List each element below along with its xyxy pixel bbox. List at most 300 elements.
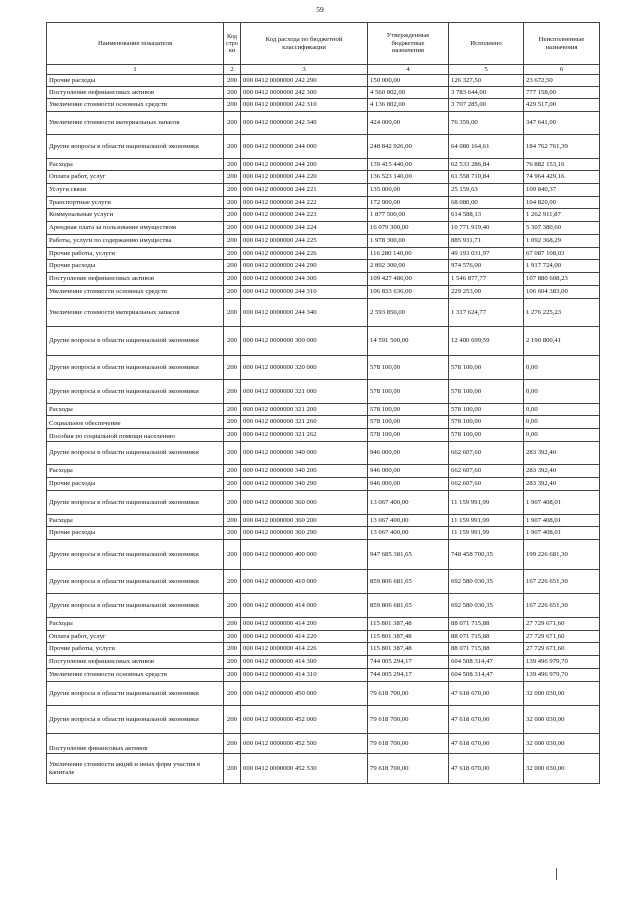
row-expense-code: 000 0412 0000000 414 300: [241, 656, 368, 669]
row-expense-code: 000 0412 0000000 244 220: [241, 171, 368, 184]
table-row: [47, 669, 600, 682]
table-row: [47, 159, 600, 171]
row-line-code: 200: [224, 87, 241, 99]
row-unexecuted: 67 087 108,03: [524, 248, 600, 260]
row-line-code: 200: [224, 465, 241, 478]
row-executed: 578 100,00: [449, 429, 524, 442]
row-name: Арендная плата за пользование имуществом: [47, 222, 224, 235]
row-name: Работы, услуги по содержанию имущества: [47, 235, 224, 248]
row-line-code: 200: [224, 656, 241, 669]
row-name: Другие вопросы в области национальной экономики: [47, 327, 224, 356]
row-expense-code: 000 0412 0000000 244 223: [241, 209, 368, 222]
table-row: [47, 465, 600, 478]
row-expense-code: 000 0412 0000000 450 000: [241, 682, 368, 706]
row-expense-code: 000 0412 0000000 321 200: [241, 404, 368, 416]
row-expense-code: 000 0412 0000000 360 290: [241, 527, 368, 540]
row-line-code: 200: [224, 618, 241, 631]
row-expense-code: 000 0412 0000000 340 000: [241, 442, 368, 465]
row-approved: 578 100,00: [368, 416, 449, 429]
row-unexecuted: 139 496 979,70: [524, 669, 600, 682]
row-executed: 692 580 030,35: [449, 570, 524, 594]
table-row: [47, 643, 600, 656]
row-unexecuted: 74 964 429,16: [524, 171, 600, 184]
table-row: [47, 235, 600, 248]
row-approved: 115 801 387,48: [368, 643, 449, 656]
row-line-code: 200: [224, 380, 241, 404]
row-approved: 4 560 802,00: [368, 87, 449, 99]
table-row: [47, 260, 600, 273]
row-unexecuted: 107 880 608,23: [524, 273, 600, 286]
row-expense-code: 000 0412 0000000 244 290: [241, 260, 368, 273]
row-name: Расходы: [47, 404, 224, 416]
row-name: Другие вопросы в области национальной экономики: [47, 570, 224, 594]
row-name: Транспортные услуги: [47, 197, 224, 209]
row-approved: 13 067 400,00: [368, 527, 449, 540]
row-approved: 79 618 700,00: [368, 682, 449, 706]
row-unexecuted: 167 226 651,30: [524, 594, 600, 618]
column-number: 6: [524, 65, 600, 75]
margin-mark: [556, 868, 557, 880]
row-approved: 106 833 636,00: [368, 286, 449, 299]
row-name: Расходы: [47, 618, 224, 631]
row-line-code: 200: [224, 235, 241, 248]
row-approved: 248 842 926,00: [368, 135, 449, 159]
row-unexecuted: 5 307 380,60: [524, 222, 600, 235]
row-executed: 62 533 286,84: [449, 159, 524, 171]
row-approved: 79 618 700,00: [368, 754, 449, 784]
table-row: [47, 75, 600, 87]
table-header-row: [47, 23, 600, 65]
row-name: Увеличение стоимости материальных запасов: [47, 299, 224, 327]
table-row: [47, 734, 600, 754]
row-executed: 974 576,00: [449, 260, 524, 273]
page-number: 59: [316, 5, 324, 14]
row-unexecuted: 283 392,40: [524, 465, 600, 478]
row-executed: 578 100,00: [449, 404, 524, 416]
table-row: [47, 478, 600, 491]
row-unexecuted: 1 092 368,29: [524, 235, 600, 248]
row-line-code: 200: [224, 112, 241, 135]
row-expense-code: 000 0412 0000000 244 221: [241, 184, 368, 197]
row-approved: 172 900,00: [368, 197, 449, 209]
row-approved: 578 100,00: [368, 356, 449, 380]
row-executed: 68 080,00: [449, 197, 524, 209]
row-name: Другие вопросы в области национальной экономики: [47, 491, 224, 515]
row-executed: 47 618 670,00: [449, 754, 524, 784]
row-name: Расходы: [47, 465, 224, 478]
row-line-code: 200: [224, 478, 241, 491]
row-name: Увеличение стоимости основных средств: [47, 669, 224, 682]
row-expense-code: 000 0412 0000000 414 310: [241, 669, 368, 682]
row-approved: 116 280 140,00: [368, 248, 449, 260]
table-row: [47, 222, 600, 235]
column-number: 5: [449, 65, 524, 75]
row-unexecuted: 32 000 030,00: [524, 754, 600, 784]
row-executed: 229 253,00: [449, 286, 524, 299]
row-line-code: 200: [224, 260, 241, 273]
row-expense-code: 000 0412 0000000 244 200: [241, 159, 368, 171]
row-approved: 859 806 681,65: [368, 570, 449, 594]
row-executed: 126 327,50: [449, 75, 524, 87]
row-expense-code: 000 0412 0000000 320 000: [241, 356, 368, 380]
table-row: [47, 706, 600, 734]
row-unexecuted: 32 000 030,00: [524, 682, 600, 706]
row-line-code: 200: [224, 706, 241, 734]
row-name: Увеличение стоимости основных средств: [47, 286, 224, 299]
row-expense-code: 000 0412 0000000 300 000: [241, 327, 368, 356]
row-line-code: 200: [224, 273, 241, 286]
row-expense-code: 000 0412 0000000 242 310: [241, 99, 368, 112]
row-unexecuted: 0,00: [524, 429, 600, 442]
row-name: Оплата работ, услуг: [47, 171, 224, 184]
row-unexecuted: 777 158,00: [524, 87, 600, 99]
row-line-code: 200: [224, 286, 241, 299]
row-name: Социальное обеспечение: [47, 416, 224, 429]
row-approved: 14 591 500,00: [368, 327, 449, 356]
row-expense-code: 000 0412 0000000 410 000: [241, 570, 368, 594]
table-row: [47, 570, 600, 594]
row-line-code: 200: [224, 594, 241, 618]
row-approved: 744 005 294,17: [368, 669, 449, 682]
row-unexecuted: 106 604 383,00: [524, 286, 600, 299]
row-unexecuted: 76 882 153,16: [524, 159, 600, 171]
table-row: [47, 171, 600, 184]
row-name: Поступление нефинансовых активов: [47, 656, 224, 669]
row-expense-code: 000 0412 0000000 340 200: [241, 465, 368, 478]
table-row: [47, 299, 600, 327]
row-executed: 25 159,63: [449, 184, 524, 197]
row-executed: 10 771 919,40: [449, 222, 524, 235]
row-expense-code: 000 0412 0000000 244 310: [241, 286, 368, 299]
row-unexecuted: 2 190 800,41: [524, 327, 600, 356]
row-name: Другие вопросы в области национальной экономики: [47, 380, 224, 404]
header-executed: Исполнено: [449, 23, 524, 65]
table-row: [47, 87, 600, 99]
row-approved: 1 877 500,00: [368, 209, 449, 222]
row-line-code: 200: [224, 327, 241, 356]
row-unexecuted: 1 907 408,01: [524, 491, 600, 515]
row-line-code: 200: [224, 442, 241, 465]
table-row: [47, 527, 600, 540]
row-approved: 79 618 700,00: [368, 734, 449, 754]
row-executed: 1 546 877,77: [449, 273, 524, 286]
row-name: Оплата работ, услуг: [47, 631, 224, 643]
row-unexecuted: 27 729 671,60: [524, 643, 600, 656]
header-expense-code: Код расхода по бюджетной классификации: [241, 23, 368, 65]
row-line-code: 200: [224, 171, 241, 184]
row-executed: 88 071 715,88: [449, 631, 524, 643]
row-name: Другие вопросы в области национальной экономики: [47, 540, 224, 570]
row-unexecuted: 167 226 651,30: [524, 570, 600, 594]
row-approved: 135 000,00: [368, 184, 449, 197]
row-expense-code: 000 0412 0000000 452 500: [241, 734, 368, 754]
row-expense-code: 000 0412 0000000 321 000: [241, 380, 368, 404]
row-expense-code: 000 0412 0000000 242 300: [241, 87, 368, 99]
row-unexecuted: 27 729 671,60: [524, 631, 600, 643]
row-approved: 115 801 387,48: [368, 631, 449, 643]
row-line-code: 200: [224, 491, 241, 515]
row-executed: 692 580 030,35: [449, 594, 524, 618]
row-name: Расходы: [47, 159, 224, 171]
row-unexecuted: 1 262 911,87: [524, 209, 600, 222]
table-row: [47, 286, 600, 299]
row-unexecuted: 1 907 408,01: [524, 527, 600, 540]
table-row: [47, 656, 600, 669]
row-approved: 859 806 681,65: [368, 594, 449, 618]
row-name: Другие вопросы в области национальной экономики: [47, 442, 224, 465]
row-name: Пособия по социальной помощи населению: [47, 429, 224, 442]
row-unexecuted: 184 762 761,39: [524, 135, 600, 159]
row-expense-code: 000 0412 0000000 321 262: [241, 429, 368, 442]
table-row: [47, 248, 600, 260]
row-executed: 662 607,60: [449, 478, 524, 491]
row-executed: 11 159 991,99: [449, 527, 524, 540]
row-executed: 12 400 699,59: [449, 327, 524, 356]
row-unexecuted: 32 000 030,00: [524, 706, 600, 734]
row-name: Другие вопросы в области национальной экономики: [47, 706, 224, 734]
row-name: Другие вопросы в области национальной экономики: [47, 682, 224, 706]
row-executed: 88 071 715,88: [449, 618, 524, 631]
table-row: [47, 327, 600, 356]
row-approved: 946 000,00: [368, 442, 449, 465]
row-line-code: 200: [224, 356, 241, 380]
row-executed: 604 508 314,47: [449, 669, 524, 682]
row-line-code: 200: [224, 197, 241, 209]
row-approved: 13 067 400,00: [368, 515, 449, 527]
row-line-code: 200: [224, 429, 241, 442]
table-row: [47, 135, 600, 159]
row-expense-code: 000 0412 0000000 244 000: [241, 135, 368, 159]
row-expense-code: 000 0412 0000000 414 200: [241, 618, 368, 631]
row-unexecuted: 1 907 408,01: [524, 515, 600, 527]
row-executed: 578 100,00: [449, 356, 524, 380]
row-approved: 109 427 486,00: [368, 273, 449, 286]
table-row: [47, 197, 600, 209]
header-approved: Утвержденные бюджетные назначения: [368, 23, 449, 65]
table-row: [47, 594, 600, 618]
row-name: Увеличение стоимости основных средств: [47, 99, 224, 112]
row-name: Прочие работы, услуги: [47, 248, 224, 260]
row-name: Коммунальные услуги: [47, 209, 224, 222]
row-approved: 946 000,00: [368, 465, 449, 478]
column-number: 3: [241, 65, 368, 75]
row-executed: 61 558 710,84: [449, 171, 524, 184]
row-name: Другие вопросы в области национальной экономики: [47, 356, 224, 380]
table-row: [47, 442, 600, 465]
table-row: [47, 631, 600, 643]
row-approved: 13 067 400,00: [368, 491, 449, 515]
row-approved: 2 892 300,00: [368, 260, 449, 273]
row-line-code: 200: [224, 404, 241, 416]
row-expense-code: 000 0412 0000000 360 000: [241, 491, 368, 515]
row-unexecuted: 0,00: [524, 416, 600, 429]
row-line-code: 200: [224, 643, 241, 656]
row-line-code: 200: [224, 754, 241, 784]
table-row: [47, 112, 600, 135]
row-unexecuted: 0,00: [524, 404, 600, 416]
table-row: [47, 356, 600, 380]
table-row: [47, 515, 600, 527]
column-number-row: [47, 65, 600, 75]
row-name: Поступление нефинансовых активов: [47, 87, 224, 99]
row-unexecuted: 109 840,37: [524, 184, 600, 197]
row-executed: 88 071 715,88: [449, 643, 524, 656]
row-line-code: 200: [224, 631, 241, 643]
table-row: [47, 618, 600, 631]
row-line-code: 200: [224, 669, 241, 682]
row-name: Другие вопросы в области национальной экономики: [47, 135, 224, 159]
row-name: Прочие расходы: [47, 75, 224, 87]
row-expense-code: 000 0412 0000000 244 226: [241, 248, 368, 260]
row-expense-code: 000 0412 0000000 414 000: [241, 594, 368, 618]
column-number: 2: [224, 65, 241, 75]
row-unexecuted: 199 226 681,30: [524, 540, 600, 570]
row-executed: 3 783 644,00: [449, 87, 524, 99]
row-expense-code: 000 0412 0000000 321 260: [241, 416, 368, 429]
row-executed: 578 100,00: [449, 416, 524, 429]
row-name: Увеличение стоимости материальных запасов: [47, 112, 224, 135]
row-approved: 578 100,00: [368, 429, 449, 442]
row-name: Увеличение стоимости акций и иных форм участия в капитале: [47, 754, 224, 784]
row-expense-code: 000 0412 0000000 244 300: [241, 273, 368, 286]
row-name: Прочие расходы: [47, 478, 224, 491]
row-executed: 64 080 164,61: [449, 135, 524, 159]
column-number: 1: [47, 65, 224, 75]
row-approved: 2 593 850,00: [368, 299, 449, 327]
row-name: Расходы: [47, 515, 224, 527]
table-row: [47, 754, 600, 784]
row-unexecuted: 283 392,40: [524, 442, 600, 465]
column-number: 4: [368, 65, 449, 75]
table-row: [47, 209, 600, 222]
row-name: Прочие расходы: [47, 527, 224, 540]
row-expense-code: 000 0412 0000000 414 220: [241, 631, 368, 643]
row-executed: 885 931,71: [449, 235, 524, 248]
row-approved: 946 000,00: [368, 478, 449, 491]
row-executed: 748 458 700,35: [449, 540, 524, 570]
row-approved: 424 000,00: [368, 112, 449, 135]
row-name: Поступление финансовых активов: [47, 734, 224, 754]
row-name: Поступление нефинансовых активов: [47, 273, 224, 286]
row-line-code: 200: [224, 184, 241, 197]
row-unexecuted: 139 496 979,70: [524, 656, 600, 669]
row-name: Другие вопросы в области национальной экономики: [47, 594, 224, 618]
row-line-code: 200: [224, 135, 241, 159]
header-line-code: Код стро ки: [224, 23, 241, 65]
table-row: [47, 682, 600, 706]
row-approved: 150 000,00: [368, 75, 449, 87]
row-expense-code: 000 0412 0000000 452 530: [241, 754, 368, 784]
row-executed: 578 100,00: [449, 380, 524, 404]
row-line-code: 200: [224, 515, 241, 527]
row-line-code: 200: [224, 209, 241, 222]
budget-execution-table: [46, 22, 600, 784]
row-executed: 11 159 991,99: [449, 491, 524, 515]
row-approved: 578 100,00: [368, 380, 449, 404]
row-executed: 76 359,00: [449, 112, 524, 135]
row-expense-code: 000 0412 0000000 244 222: [241, 197, 368, 209]
row-approved: 136 523 140,00: [368, 171, 449, 184]
row-approved: 1 978 300,00: [368, 235, 449, 248]
row-line-code: 200: [224, 527, 241, 540]
row-executed: 49 193 031,97: [449, 248, 524, 260]
table-row: [47, 99, 600, 112]
row-line-code: 200: [224, 570, 241, 594]
table-row: [47, 540, 600, 570]
row-executed: 11 159 991,99: [449, 515, 524, 527]
row-name: Прочие работы, услуги: [47, 643, 224, 656]
row-line-code: 200: [224, 734, 241, 754]
row-line-code: 200: [224, 159, 241, 171]
row-unexecuted: 32 000 030,00: [524, 734, 600, 754]
row-approved: 115 801 387,48: [368, 618, 449, 631]
row-executed: 662 607,60: [449, 442, 524, 465]
row-approved: 4 136 802,00: [368, 99, 449, 112]
table-row: [47, 429, 600, 442]
row-line-code: 200: [224, 682, 241, 706]
row-expense-code: 000 0412 0000000 360 200: [241, 515, 368, 527]
row-unexecuted: 27 729 671,60: [524, 618, 600, 631]
row-unexecuted: 23 672,50: [524, 75, 600, 87]
row-approved: 744 005 294,17: [368, 656, 449, 669]
row-expense-code: 000 0412 0000000 414 226: [241, 643, 368, 656]
row-approved: 16 079 300,00: [368, 222, 449, 235]
table-row: [47, 491, 600, 515]
table-row: [47, 404, 600, 416]
row-expense-code: 000 0412 0000000 400 000: [241, 540, 368, 570]
row-unexecuted: 429 517,00: [524, 99, 600, 112]
row-unexecuted: 283 392,40: [524, 478, 600, 491]
row-executed: 604 508 314,47: [449, 656, 524, 669]
row-unexecuted: 104 820,00: [524, 197, 600, 209]
row-approved: 947 685 381,65: [368, 540, 449, 570]
header-unexecuted: Неисполненные назначения: [524, 23, 600, 65]
row-name: Услуги связи: [47, 184, 224, 197]
row-executed: 1 317 624,77: [449, 299, 524, 327]
row-expense-code: 000 0412 0000000 242 290: [241, 75, 368, 87]
row-executed: 614 588,13: [449, 209, 524, 222]
table-row: [47, 380, 600, 404]
row-line-code: 200: [224, 75, 241, 87]
row-expense-code: 000 0412 0000000 244 340: [241, 299, 368, 327]
row-expense-code: 000 0412 0000000 242 340: [241, 112, 368, 135]
row-line-code: 200: [224, 99, 241, 112]
row-approved: 79 618 700,00: [368, 706, 449, 734]
row-line-code: 200: [224, 248, 241, 260]
row-line-code: 200: [224, 416, 241, 429]
row-unexecuted: 0,00: [524, 380, 600, 404]
row-unexecuted: 0,00: [524, 356, 600, 380]
row-approved: 139 415 440,00: [368, 159, 449, 171]
table-row: [47, 416, 600, 429]
header-name: Наименование показателя: [47, 23, 224, 65]
row-line-code: 200: [224, 299, 241, 327]
table-row: [47, 184, 600, 197]
row-executed: 47 618 670,00: [449, 734, 524, 754]
row-expense-code: 000 0412 0000000 340 290: [241, 478, 368, 491]
row-unexecuted: 1 917 724,00: [524, 260, 600, 273]
row-expense-code: 000 0412 0000000 244 225: [241, 235, 368, 248]
row-executed: 3 707 285,00: [449, 99, 524, 112]
row-unexecuted: 347 641,00: [524, 112, 600, 135]
row-unexecuted: 1 276 225,23: [524, 299, 600, 327]
row-executed: 47 618 670,00: [449, 682, 524, 706]
row-expense-code: 000 0412 0000000 452 000: [241, 706, 368, 734]
row-expense-code: 000 0412 0000000 244 224: [241, 222, 368, 235]
row-executed: 662 607,60: [449, 465, 524, 478]
row-line-code: 200: [224, 222, 241, 235]
row-executed: 47 618 670,00: [449, 706, 524, 734]
